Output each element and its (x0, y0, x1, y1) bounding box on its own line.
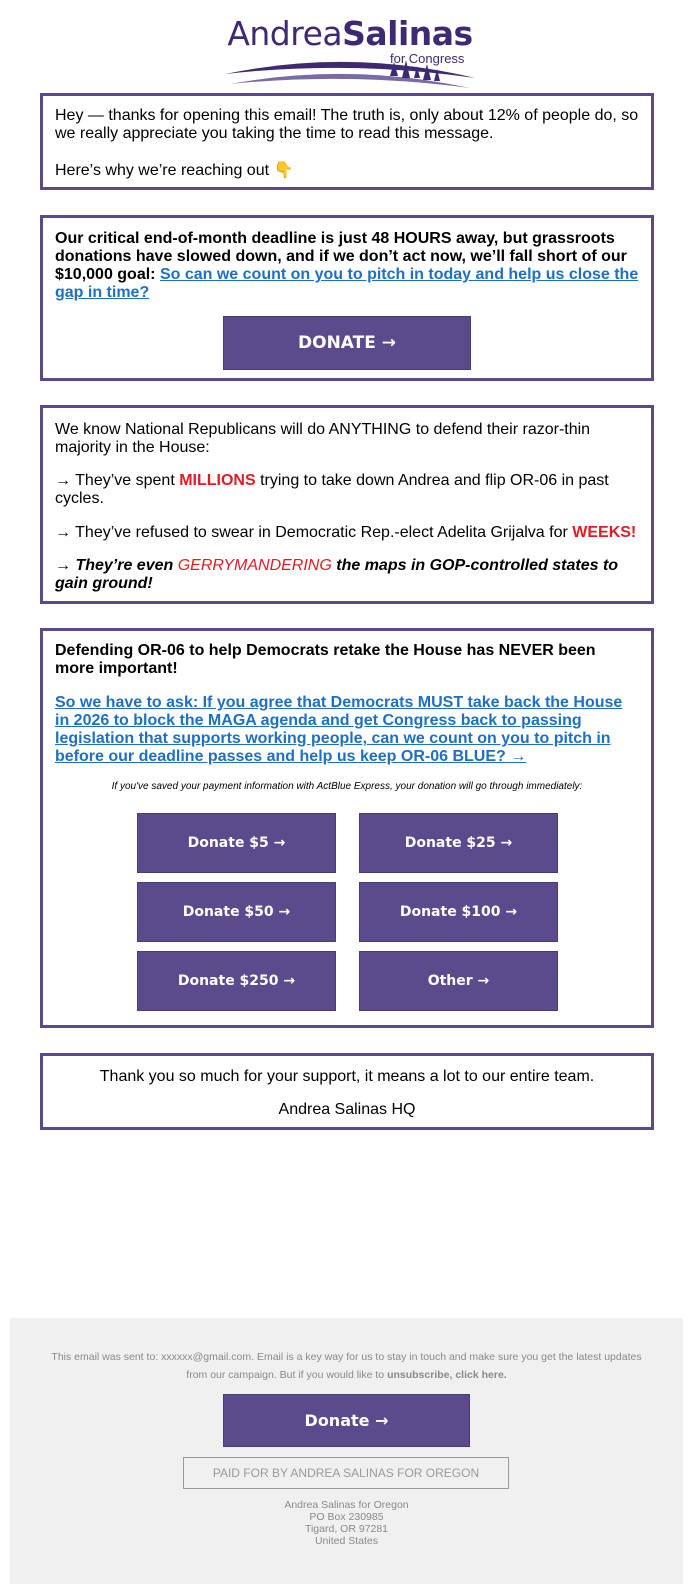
donate-50-button[interactable]: Donate $50 → (137, 882, 336, 942)
weeks-text: → They’ve refused to swear in Democratic Rep.-elect Adelita Grijalva for (55, 524, 573, 541)
weeks-highlight: WEEKS! (572, 524, 637, 541)
paid-for-disclaimer: PAID FOR BY ANDREA SALINAS FOR OREGON (183, 1457, 509, 1489)
deadline-text: Our critical end-of-month deadline is just 48 HOURS away, but grassroots donations have slowed down, and if we don’t act now, we’ll fall short of our $10,000 goal: (55, 230, 627, 283)
defending-heading: Defending OR-06 to help Democrats retake the House has NEVER been more important! (55, 642, 596, 677)
republicans-box (40, 405, 654, 604)
email-footer (10, 1318, 683, 1584)
intro-box (40, 93, 654, 190)
intro-reaching-out (55, 162, 639, 180)
gerrymandering-text-b: the maps in GOP-controlled states to gain ground! (55, 557, 619, 592)
campaign-logo (0, 0, 700, 96)
logo-last-name: Salinas (342, 14, 473, 53)
gerrymandering-text-a: → They’re even (55, 557, 178, 574)
republicans-intro: We know National Republicans will do ANYTHING to defend their razor-thin majority in the House: (55, 421, 591, 456)
defending-donate-link[interactable]: So we have to ask: If you agree that Democrats MUST take back the House in 2026 to block the MAGA agenda and get Congress back to passing legislation that supports working people, can we count on you to pitch in before our deadline passes and help us keep OR-06 BLUE? → (55, 694, 623, 765)
logo-first-name: Andrea (227, 14, 343, 53)
address-line-country: United States (314, 1535, 379, 1547)
pointing-down-icon: 👇 (273, 162, 294, 179)
donate-25-button[interactable]: Donate $25 → (359, 813, 558, 873)
intro-text: Hey — thanks for opening this email! The truth is, only about 12% of people do, so we really appreciate you taking the time to read this message. (55, 107, 639, 142)
logo-subtitle: for Congress (390, 51, 465, 66)
millions-highlight: MILLIONS (179, 472, 256, 489)
donate-button[interactable]: DONATE → (223, 316, 471, 370)
gerrymandering-item (55, 557, 639, 593)
donate-5-button[interactable]: Donate $5 → (137, 813, 336, 873)
defending-link-paragraph (55, 694, 639, 766)
deadline-paragraph (55, 230, 639, 302)
donate-other-button[interactable]: Other → (359, 951, 558, 1011)
footer-donate-button[interactable]: Donate → (223, 1394, 470, 1447)
millions-text-a: → They’ve spent (55, 472, 180, 489)
donate-250-button[interactable]: Donate $250 → (137, 951, 336, 1011)
millions-text-b: trying to take down Andrea and flip OR-06 in past cycles. (55, 472, 609, 507)
reaching-out-text: Here’s why we’re reaching out (55, 162, 270, 179)
deadline-box (40, 215, 654, 381)
signature: Andrea Salinas HQ (278, 1101, 416, 1118)
footer-sent-text: This email was sent to: xxxxxx@gmail.com. Email is a key way for us to stay in touch and make sure you get the latest updates from our campaign. But if you would like to (51, 1351, 642, 1381)
unsubscribe-link[interactable]: unsubscribe, click here. (387, 1369, 507, 1381)
donate-100-button[interactable]: Donate $100 → (359, 882, 558, 942)
footer-disclaimer (50, 1348, 643, 1384)
gerrymandering-highlight: GERRYMANDERING (177, 557, 332, 574)
mailing-address (10, 1499, 683, 1547)
address-line-city: Tigard, OR 97281 (304, 1523, 389, 1535)
millions-item (55, 472, 639, 508)
address-line-org: Andrea Salinas for Oregon (284, 1499, 409, 1511)
defending-box (40, 628, 654, 1028)
actblue-note: If you've saved your payment information with ActBlue Express, your donation will go through immediately: (111, 781, 583, 792)
deadline-donate-link[interactable]: So can we count on you to pitch in today and help us close the gap in time? (55, 266, 639, 301)
thanks-box (40, 1053, 654, 1130)
address-line-pobox: PO Box 230985 (309, 1511, 384, 1523)
thanks-text: Thank you so much for your support, it means a lot to our entire team. (99, 1068, 595, 1085)
weeks-item (55, 524, 639, 542)
